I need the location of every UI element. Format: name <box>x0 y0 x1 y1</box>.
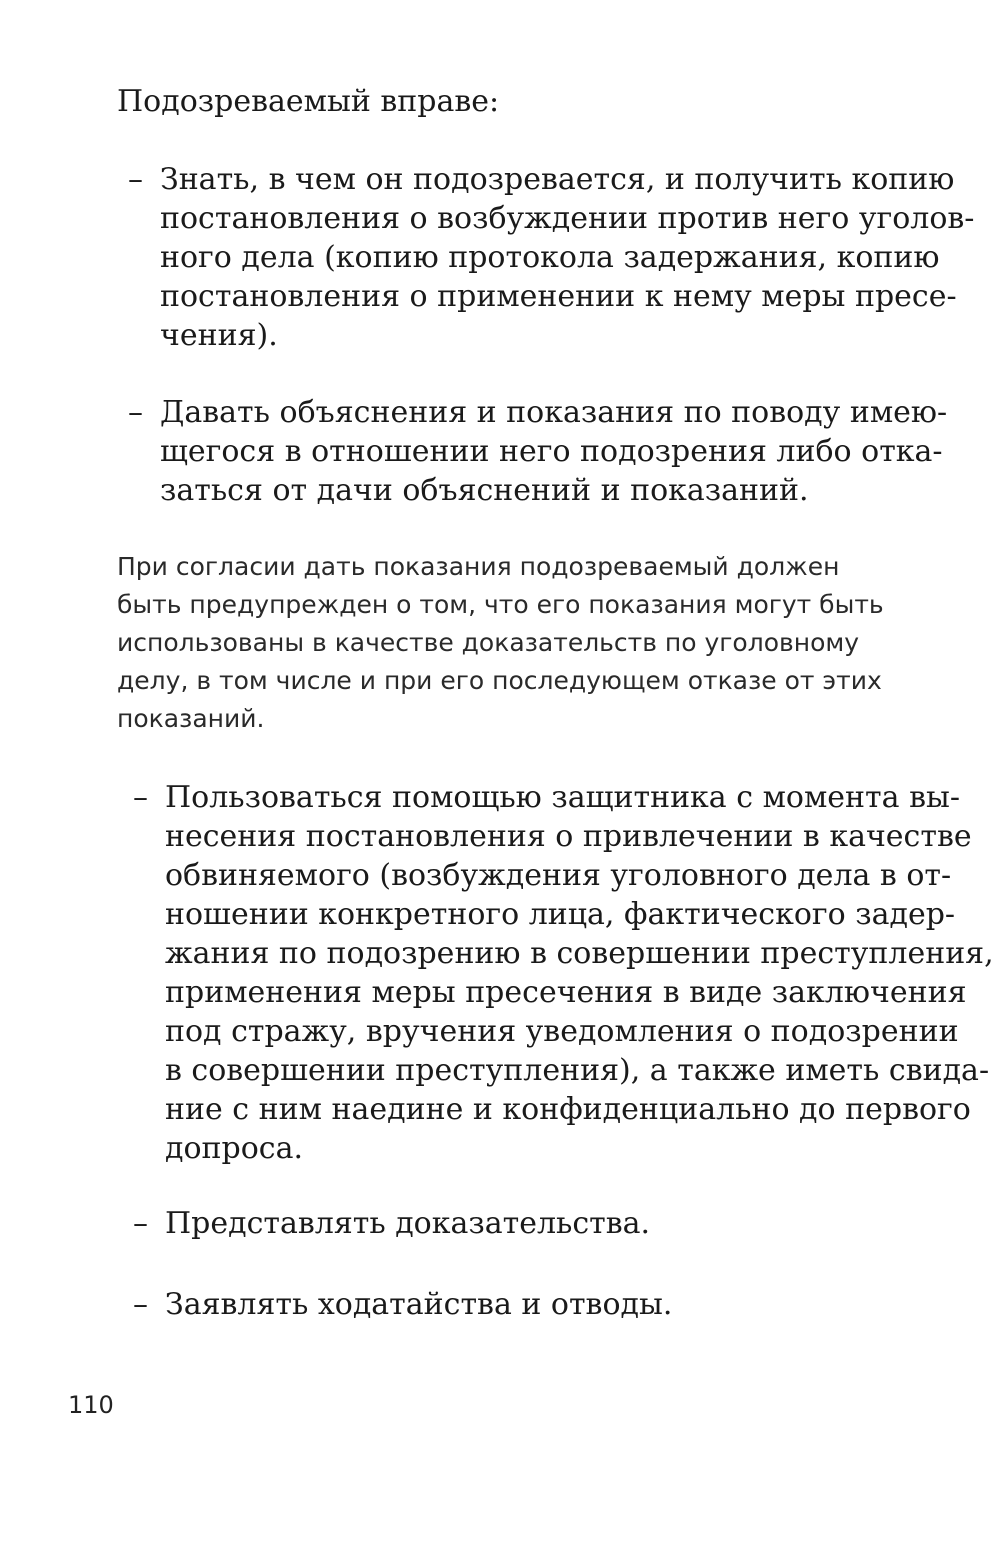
note-paragraph <box>117 548 937 738</box>
bullet-dash: – <box>128 395 143 430</box>
list-item-text <box>160 160 975 355</box>
text-line: быть предупрежден о том, что его показания могут быть <box>117 590 884 619</box>
bullet-dash: – <box>128 162 143 197</box>
text-line: под стражу, вручения уведомления о подозрении <box>165 1014 959 1049</box>
text-line: ние с ним наедине и конфиденциально до первого <box>165 1092 971 1127</box>
text-line: Знать, в чем он подозревается, и получить копию <box>160 162 955 197</box>
text-line: показаний. <box>117 704 265 733</box>
intro-heading: Подозреваемый вправе: <box>117 84 500 119</box>
text-line: несения постановления о привлечении в качестве <box>165 819 972 854</box>
list-item-text <box>165 1204 965 1243</box>
text-line: Пользоваться помощью защитника с момента вы- <box>165 780 960 815</box>
text-line: Представлять доказательства. <box>165 1206 651 1241</box>
text-line: применения меры пресечения в виде заключения <box>165 975 967 1010</box>
text-line: допроса. <box>165 1131 304 1166</box>
text-line: ношении конкретного лица, фактического задер- <box>165 897 956 932</box>
text-line: в совершении преступления), а также иметь свида- <box>165 1053 990 1088</box>
list-item-text <box>165 1285 965 1324</box>
list-item-text <box>160 393 960 510</box>
text-line: заться от дачи объяснений и показаний. <box>160 473 809 508</box>
bullet-dash: – <box>133 1206 148 1241</box>
bullet-dash: – <box>133 780 148 815</box>
text-line: делу, в том числе и при его последующем отказе от этих <box>117 666 882 695</box>
text-line: постановления о возбуждении против него уголов- <box>160 201 975 236</box>
page-number: 110 <box>68 1391 114 1419</box>
text-line: щегося в отношении него подозрения либо отка- <box>160 434 943 469</box>
text-line: жания по подозрению в совершении преступления, <box>165 936 994 971</box>
list-item-text <box>165 778 994 1168</box>
text-line: чения). <box>160 318 278 353</box>
text-line: При согласии дать показания подозреваемый должен <box>117 552 840 581</box>
text-line: Давать объяснения и показания по поводу имею- <box>160 395 948 430</box>
text-line: Заявлять ходатайства и отводы. <box>165 1287 673 1322</box>
text-line: ного дела (копию протокола задержания, копию <box>160 240 940 275</box>
bullet-dash: – <box>133 1287 148 1322</box>
text-line: обвиняемого (возбуждения уголовного дела в от- <box>165 858 952 893</box>
text-line: использованы в качестве доказательств по уголовному <box>117 628 860 657</box>
text-line: постановления о применении к нему меры пресе- <box>160 279 957 314</box>
